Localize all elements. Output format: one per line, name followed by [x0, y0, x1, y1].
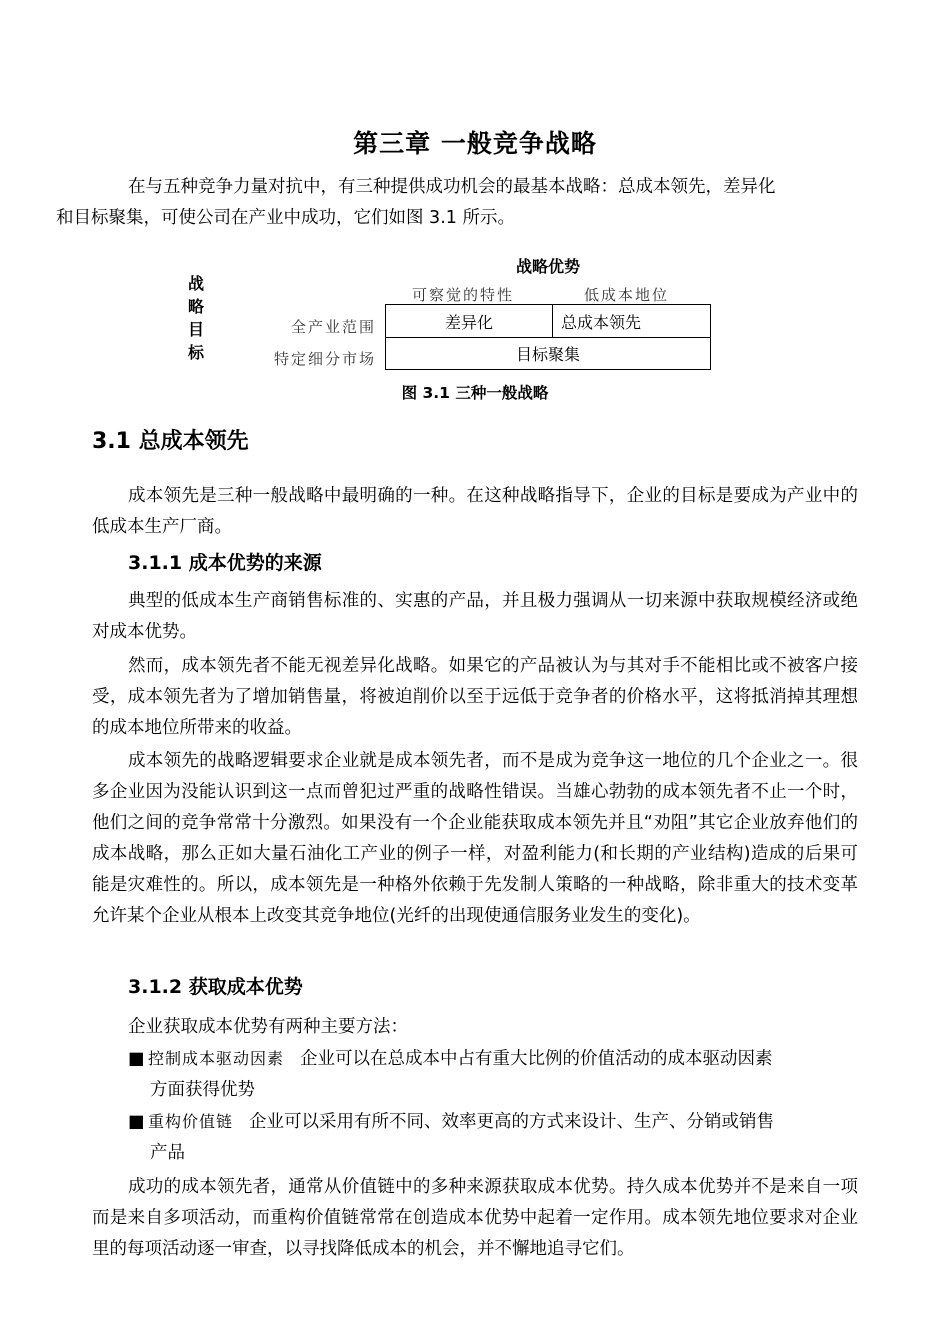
- cell-focus: 目标聚集: [515, 345, 580, 364]
- vertical-char: 目: [187, 320, 204, 339]
- bullet-text-continued: 产品: [150, 1143, 185, 1163]
- bullet-square-icon: ■: [128, 1049, 145, 1069]
- cell-cost-leadership: 总成本领先: [561, 313, 642, 332]
- intro-line-1: 在与五种竞争力量对抗中，有三种提供成功机会的最基本战略：总成本领先，差异化: [128, 177, 776, 197]
- intro-line-2: 和目标聚集，可使公司在产业中成功，它们如图 3.1 所示。: [56, 208, 515, 228]
- figure-target-vertical-label: [186, 272, 206, 364]
- intro-paragraph: [56, 172, 858, 234]
- bullet-text-continued: 方面获得优势: [150, 1080, 255, 1100]
- section-3-1-paragraph: 成本领先是三种一般战略中最明确的一种。在这种战略指导下，企业的目标是要成为产业中的低成本生产厂商。: [92, 486, 858, 537]
- column-label-perceived: 可察觉的特性: [412, 286, 515, 304]
- cell-differentiation: 差异化: [444, 313, 493, 332]
- section-3-1-2-closing-paragraph: 成功的成本领先者，通常从价值链中的多种来源获取成本优势。持久成本优势并不是来自一项而是来自多项活动，而重构价值链常常在创造成本优势中起着一定作用。成本领先地位要求对企业里的每项活动逐一审查，以寻找降低成本的机会，并不懈地追寻它们。: [92, 1177, 858, 1259]
- section-heading-3-1-2: 3.1.2 获取成本优势: [128, 976, 303, 998]
- column-label-low-cost: 低成本地位: [584, 286, 670, 304]
- bullet-square-icon: ■: [128, 1112, 145, 1132]
- figure-advantage-header: 战略优势: [515, 257, 580, 276]
- row-label-industry: 全产业范围: [290, 318, 376, 336]
- chapter-title: 第三章 一般竞争战略: [353, 129, 597, 158]
- figure-caption: 图 3.1 三种一般战略: [401, 384, 549, 402]
- vertical-char: 标: [187, 343, 204, 362]
- section-3-1-1-paragraph-3: 成本领先的战略逻辑要求企业就是成本领先者，而不是成为竞争这一地位的几个企业之一。很多企业因为没能认识到这一点而曾犯过严重的战略性错误。当雄心勃勃的成本领先者不止一个时，他们之间的竞争常常十分激烈。如果没有一个企业能获取成本领先并且“劝阻”其它企业放弃他们的成本战略，那么正如大量石油化工产业的例子一样，对盈利能力(和长期的产业结构)造成的后果可能是灾难性的。所以，成本领先是一种格外依赖于先发制人策略的一种战略，除非重大的技术变革允许某个企业从根本上改变其竞争地位(光纤的出现使通信服务业发生的变化)。: [92, 751, 858, 926]
- bullet-item-reconfigure-value-chain: [128, 1106, 858, 1169]
- vertical-char: 略: [187, 297, 204, 316]
- section-3-1-1-paragraph-2: 然而，成本领先者不能无视差异化战略。如果它的产品被认为与其对手不能相比或不被客户接受，成本领先者为了增加销售量，将被迫削价以至于远低于竞争者的价格水平，这将抵消掉其理想的成本地位所带来的收益。: [92, 656, 858, 738]
- section-3-1-1-paragraph-1: 典型的低成本生产商销售标准的、实惠的产品，并且极力强调从一切来源中获取规模经济或绝对成本优势。: [92, 591, 858, 642]
- bullet-text: 企业可以采用有所不同、效率更高的方式来设计、生产、分销或销售: [249, 1112, 775, 1132]
- figure-matrix: [385, 304, 711, 370]
- bullet-text: 企业可以在总成本中占有重大比例的价值活动的成本驱动因素: [300, 1049, 773, 1069]
- section-heading-3-1-1: 3.1.1 成本优势的来源: [128, 552, 322, 574]
- row-label-segment: 特定细分市场: [273, 350, 376, 368]
- bullet-term: 控制成本驱动因素: [148, 1049, 285, 1068]
- vertical-char: 战: [187, 274, 204, 293]
- section-heading-3-1: 3.1 总成本领先: [92, 429, 249, 454]
- bullet-item-control-cost-drivers: [128, 1043, 858, 1106]
- bullet-term: 重构价值链: [148, 1112, 234, 1131]
- section-3-1-2-lead: 企业获取成本优势有两种主要方法：: [128, 1017, 408, 1037]
